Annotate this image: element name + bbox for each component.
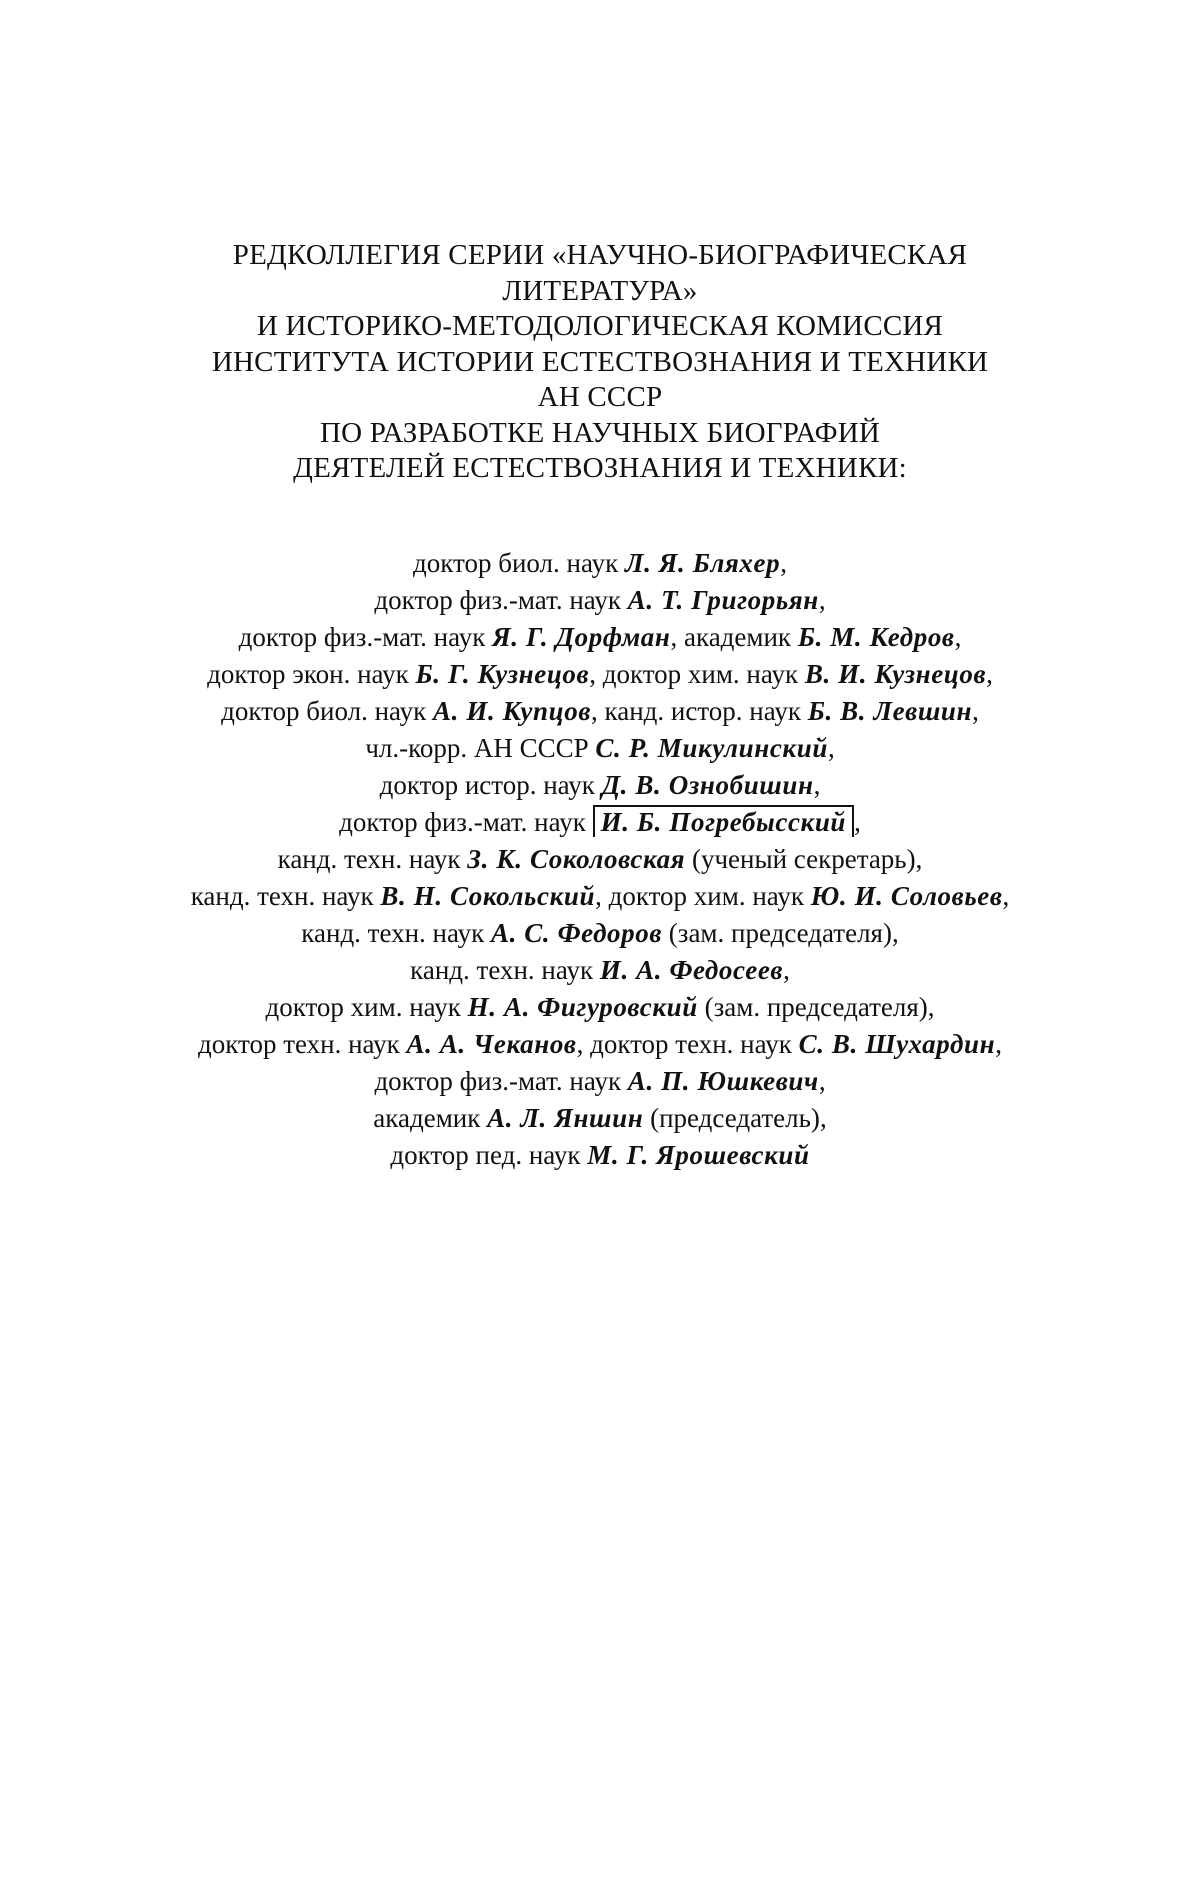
heading-line: ЛИТЕРАТУРА» (502, 274, 698, 307)
heading-line: ИНСТИТУТА ИСТОРИИ ЕСТЕСТВОЗНАНИЯ И ТЕХНИКИ (211, 345, 989, 378)
member-line (100, 915, 1100, 952)
member-suffix: , (576, 1029, 584, 1059)
member-name: А. Т. Григорьян (627, 585, 819, 615)
member-name: Ю. И. Соловьев (810, 881, 1003, 911)
heading-line: ПО РАЗРАБОТКЕ НАУЧНЫХ БИОГРАФИЙ (319, 416, 881, 449)
member-role-note: (ученый секретарь) (691, 844, 916, 874)
member-name: Б. В. Левшин (807, 696, 973, 726)
member-suffix: , (972, 696, 979, 726)
member-line (100, 1063, 1100, 1100)
member-suffix: , (783, 955, 790, 985)
member-line (100, 619, 1100, 656)
member-role-note: (зам. председателя) (704, 992, 928, 1022)
member-title: доктор физ.-мат. наук (339, 807, 586, 837)
member-suffix: , (986, 659, 993, 689)
member-name: В. Н. Сокольский (380, 881, 596, 911)
member-title: канд. техн. наук (277, 844, 461, 874)
member-title: доктор пед. наук (390, 1140, 581, 1170)
member-line (100, 878, 1100, 915)
member-suffix: , (915, 844, 923, 874)
member-name: С. Р. Микулинский (595, 733, 828, 763)
member-suffix: , (670, 622, 678, 652)
member-title: доктор физ.-мат. наук (238, 622, 486, 652)
member-title: доктор техн. наук (198, 1029, 400, 1059)
member-line (100, 545, 1100, 582)
member-suffix: , (1002, 881, 1010, 911)
heading-line: ДЕЯТЕЛЕЙ ЕСТЕСТВОЗНАНИЯ И ТЕХНИКИ: (293, 452, 907, 484)
member-title: доктор хим. наук (608, 881, 805, 911)
member-name: А. И. Купцов (433, 696, 591, 726)
member-title: доктор хим. наук (265, 992, 461, 1022)
member-suffix: , (591, 696, 598, 726)
member-name: Б. Г. Кузнецов (415, 659, 590, 689)
member-title: канд. истор. наук (604, 696, 801, 726)
member-title: академик (373, 1103, 481, 1133)
member-name: А. П. Юшкевич (627, 1066, 819, 1096)
member-title: канд. техн. наук (190, 881, 374, 911)
member-line (100, 730, 1100, 767)
member-title: доктор биол. наук (413, 548, 619, 578)
member-suffix: , (954, 622, 962, 652)
member-name: З. К. Соколовская (467, 844, 686, 874)
member-suffix: , (927, 992, 935, 1022)
member-role-note: (зам. председателя) (668, 918, 892, 948)
editorial-board-heading (100, 238, 1100, 487)
heading-line: АН СССР (537, 381, 663, 413)
member-line (100, 582, 1100, 619)
member-name: Л. Я. Бляхер (624, 548, 781, 578)
member-suffix: , (827, 733, 835, 763)
member-suffix: , (854, 807, 861, 837)
member-line (100, 952, 1100, 989)
memorial-frame (593, 805, 854, 837)
member-line (100, 1026, 1100, 1063)
member-suffix: , (813, 770, 821, 800)
member-name: И. А. Федосеев (599, 955, 784, 985)
member-title: доктор техн. наук (590, 1029, 792, 1059)
member-suffix: , (995, 1029, 1002, 1059)
member-name: Н. А. Фигуровский (467, 992, 698, 1022)
member-name: Я. Г. Дорфман (492, 622, 671, 652)
member-line (100, 1100, 1100, 1137)
member-line (100, 656, 1100, 693)
heading-line: И ИСТОРИКО-МЕТОДОЛОГИЧЕСКАЯ КОМИССИЯ (256, 310, 944, 342)
member-line (100, 767, 1100, 804)
member-name: Б. М. Кедров (797, 622, 955, 652)
member-title: доктор хим. наук (602, 659, 799, 689)
member-line (100, 1137, 1100, 1174)
member-line (100, 841, 1100, 878)
heading-line: РЕДКОЛЛЕГИЯ СЕРИИ «НАУЧНО-БИОГРАФИЧЕСКАЯ (232, 239, 968, 271)
member-suffix: , (595, 881, 602, 911)
member-name: С. В. Шухардин (798, 1029, 996, 1059)
member-title: доктор биол. наук (221, 696, 427, 726)
member-title: чл.-корр. АН СССР (365, 733, 589, 763)
member-suffix: , (818, 585, 826, 615)
member-suffix: , (589, 659, 596, 689)
member-name: И. Б. Погребысский (600, 807, 847, 837)
member-line (100, 989, 1100, 1026)
member-list (100, 545, 1100, 1174)
member-name: В. И. Кузнецов (804, 659, 987, 689)
member-title: доктор физ.-мат. наук (374, 1066, 622, 1096)
member-title: академик (684, 622, 792, 652)
member-name: А. А. Чеканов (406, 1029, 577, 1059)
member-role-note: (председатель) (650, 1103, 820, 1133)
member-title: доктор экон. наук (207, 659, 409, 689)
member-title: канд. техн. наук (410, 955, 594, 985)
member-suffix: , (818, 1066, 826, 1096)
member-title: доктор истор. наук (379, 770, 595, 800)
member-name: Д. В. Ознобишин (601, 770, 814, 800)
member-line (100, 804, 1100, 841)
member-name: М. Г. Ярошевский (587, 1140, 810, 1170)
member-suffix: , (891, 918, 899, 948)
member-suffix: , (819, 1103, 827, 1133)
member-suffix: , (780, 548, 787, 578)
member-title: канд. техн. наук (301, 918, 485, 948)
member-line (100, 693, 1100, 730)
member-title: доктор физ.-мат. наук (374, 585, 622, 615)
member-name: А. С. Федоров (490, 918, 663, 948)
member-name: А. Л. Яншин (487, 1103, 644, 1133)
